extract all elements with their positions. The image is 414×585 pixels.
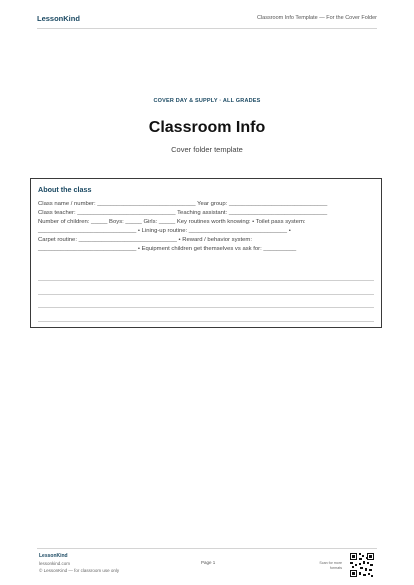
footer-brand: LessonKind — [39, 553, 68, 559]
writing-line[interactable] — [38, 307, 374, 308]
footer-website[interactable]: lessonkind.com — [39, 561, 71, 566]
page-footer — [37, 548, 377, 579]
page-title: Classroom Info — [148, 119, 266, 136]
footer-copyright: © LessonKind — for classroom use only — [39, 568, 120, 573]
field-line[interactable]: Carpet routine: ______________________________ • Reward / behavior system: — [38, 237, 252, 243]
page-subtitle: Cover folder template — [171, 145, 243, 154]
kicker-label: COVER DAY & SUPPLY · ALL GRADES — [153, 98, 261, 104]
field-line[interactable]: ______________________________ • Equipment children get themselves vs ask for: __________ — [38, 246, 297, 252]
document-title: Classroom Info Template — For the Cover Folder — [256, 15, 377, 21]
page-number: Page 1 — [201, 560, 216, 565]
writing-line[interactable] — [38, 280, 374, 281]
qr-caption: Scan for more formats — [319, 561, 342, 570]
field-line[interactable]: Number of children: _____ Boys: _____ Girls: _____ Key routines worth knowing: • Toilet pass system: — [38, 219, 306, 225]
section-heading: About the class — [38, 185, 92, 194]
writing-line[interactable] — [38, 321, 374, 322]
about-class-section — [30, 178, 382, 328]
qr-code-icon[interactable] — [349, 552, 375, 578]
field-line[interactable]: Class name / number: ______________________________ Year group: ______________________________ — [38, 201, 328, 207]
field-list — [38, 200, 374, 254]
field-line[interactable]: ______________________________ • Lining-up routine: ______________________________ • — [38, 228, 291, 234]
field-line[interactable]: Class teacher: ______________________________ Teaching assistant: ______________________________ — [38, 210, 328, 216]
writing-lines[interactable] — [38, 280, 374, 334]
page-header — [37, 14, 377, 29]
brand-logo-text: LessonKind — [37, 14, 80, 23]
writing-line[interactable] — [38, 294, 374, 295]
